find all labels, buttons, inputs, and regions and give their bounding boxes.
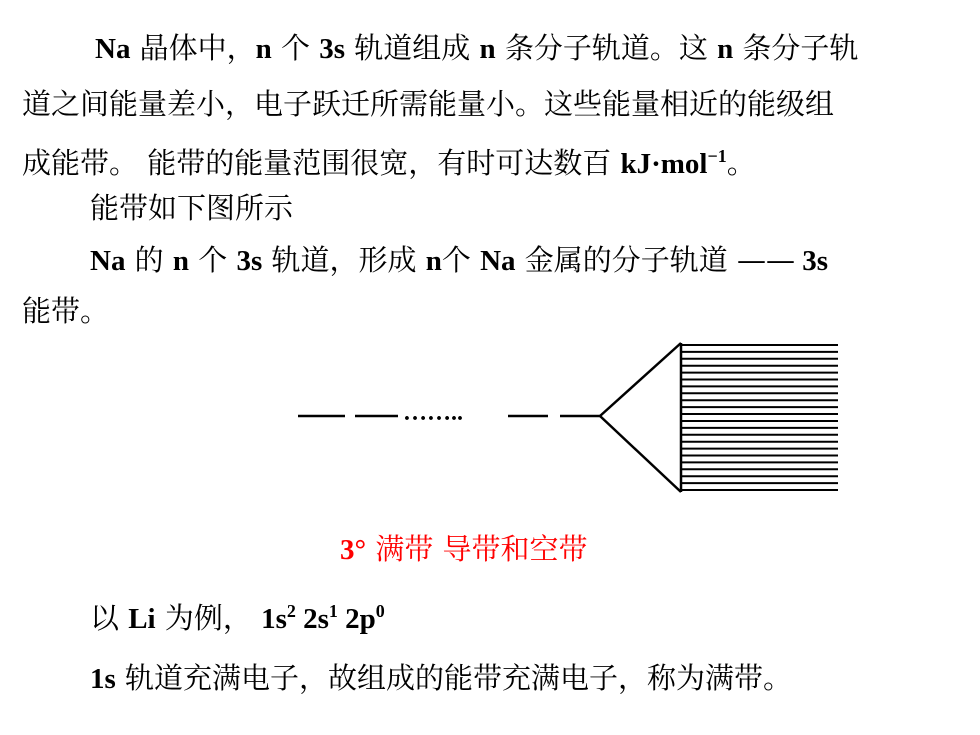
para2-line: 能带如下图所示 — [90, 191, 294, 225]
orbital-ellipsis: …….. — [403, 400, 463, 426]
fan-upper-line — [600, 343, 681, 416]
fan-lower-line — [600, 416, 681, 492]
para3-line2: 能带。 — [22, 294, 110, 328]
example-line: 以 Li 为例， $1s^2$ $2s^1$ $2p^0$ — [90, 601, 385, 635]
band-lines — [681, 345, 838, 490]
band-fan — [600, 343, 681, 492]
para4-line: 1s 轨道充满电子，故组成的能带充满电子，称为满带。 — [90, 661, 793, 695]
para1-line3: 成能带。 能带的能量范围很宽，有时可达数百 kJ·mol$^{-1}$。 — [22, 146, 756, 180]
section-heading — [340, 531, 588, 568]
heading-number: 3° — [340, 534, 367, 566]
heading-text: 满带 导带和空带 — [366, 532, 588, 566]
para1-line1: Na 晶体中，n 个 3s 轨道组成 n 条分子轨道。这 n 条分子轨 — [95, 31, 859, 65]
para1-line2: 道之间能量差小，电子跃迁所需能量小。这些能量相近的能级组 — [22, 87, 835, 121]
para3-line1: Na 的 n 个 3s 轨道，形成 n个 Na 金属的分子轨道 —— 3s — [90, 243, 828, 277]
